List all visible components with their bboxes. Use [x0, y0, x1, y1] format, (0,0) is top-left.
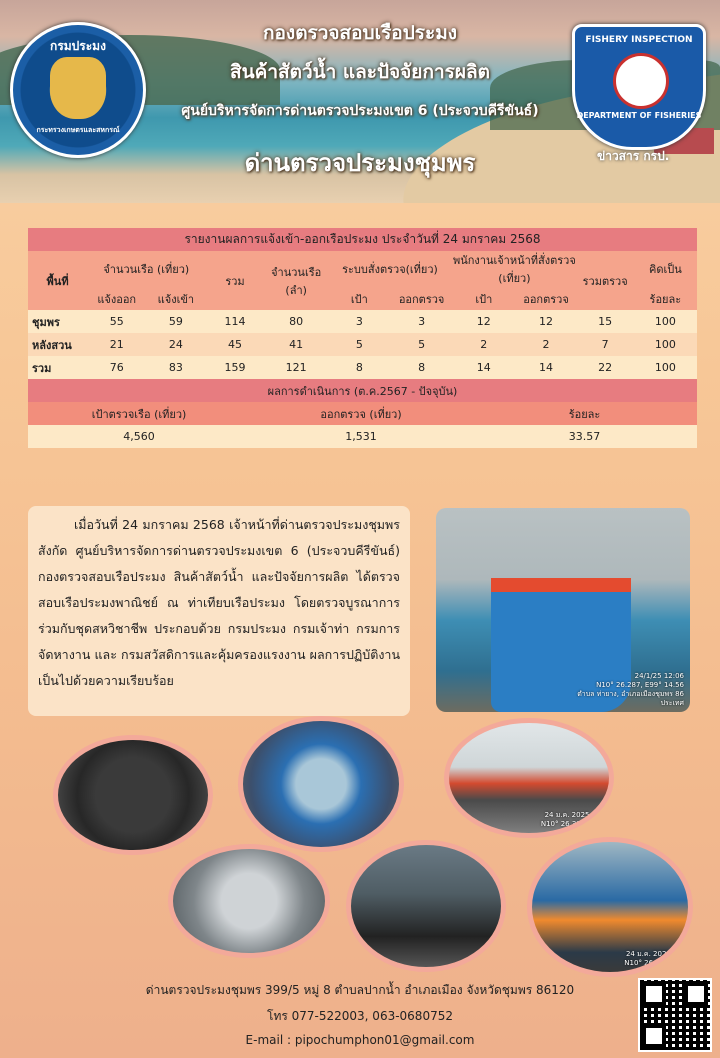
row-total: 114 [205, 310, 264, 333]
row-sum: 22 [577, 356, 634, 379]
seal-top-text: กรมประมง [50, 39, 106, 53]
performance-value-done: 1,531 [250, 425, 472, 448]
header-order-target: เป้า [328, 287, 391, 310]
footer-phone: โทร 077-522003, 063-0680752 [267, 1009, 453, 1023]
header-line-2: สินค้าสัตว์น้ำ และปัจจัยการผลิต [230, 61, 490, 83]
fish-catch-photo [168, 844, 330, 958]
performance-value-pct: 33.57 [472, 425, 697, 448]
qr-corner [642, 1024, 666, 1048]
row-staff-target: 2 [452, 333, 515, 356]
header-staff: พนักงานเจ้าหน้าที่สั่งตรวจ (เที่ยว) [452, 251, 576, 287]
row-order-done: 5 [391, 333, 452, 356]
header-pct: คิดเป็น [634, 251, 697, 287]
row-total: 45 [205, 333, 264, 356]
row-order-target: 5 [328, 333, 391, 356]
badge-bottom-text: DEPARTMENT OF FISHERIES [576, 111, 702, 120]
header-line-4: ด่านตรวจประมงชุมพร [244, 149, 476, 177]
photo-stamp: 24 ม.ค. 2025 11 N10° 26.37, E99 [624, 950, 682, 967]
row-out: 21 [87, 333, 146, 356]
report-table [28, 228, 697, 379]
photo-stamp: 24 ม.ค. 2025 12: N10° 26.399, E99 [540, 811, 603, 828]
performance-title: ผลการดำเนินการ (ต.ค.2567 - ปัจจุบัน) [28, 379, 697, 402]
qr-code-icon[interactable] [638, 978, 712, 1052]
header-area: พื้นที่ [28, 251, 87, 310]
officer-inspection-photo [527, 837, 693, 977]
row-sum: 7 [577, 333, 634, 356]
header-sum: รวมตรวจ [577, 251, 634, 310]
row-order-target: 8 [328, 356, 391, 379]
row-order-target: 3 [328, 310, 391, 333]
row-in: 83 [146, 356, 205, 379]
performance-header-pct: ร้อยละ [472, 402, 697, 425]
header-in: แจ้งเข้า [146, 287, 205, 310]
row-staff-done: 2 [515, 333, 576, 356]
qr-corner [642, 982, 666, 1006]
header-out: แจ้งออก [87, 287, 146, 310]
header-order: ระบบสั่งตรวจ(เที่ยว) [328, 251, 452, 287]
header-line-3: ศูนย์บริหารจัดการด่านตรวจประมงเขต 6 (ประจวบคีรีขันธ์) [181, 103, 539, 119]
header-boats: จำนวนเรือ (ลำ) [265, 251, 328, 310]
header-line-1: กองตรวจสอบเรือประมง [263, 22, 457, 44]
row-pct: 100 [634, 310, 697, 333]
header-banner [0, 0, 720, 203]
header-total: รวม [205, 251, 264, 310]
performance-header-done: ออกตรวจ (เที่ยว) [250, 402, 472, 425]
news-label: ข่าวสาร กรป. [597, 149, 670, 163]
performance-value-target: 4,560 [28, 425, 250, 448]
fishing-boat-photo [436, 508, 690, 712]
row-sum: 15 [577, 310, 634, 333]
news-paragraph: เมื่อวันที่ 24 มกราคม 2568 เจ้าหน้าที่ด่านตรวจประมงชุมพร สังกัด ศูนย์บริหารจัดการด่านตรวจประมงเขต 6 (ประจวบคีรีขันธ์) กองตรวจสอบเรือประมง สินค้าสัตว์น้ำ และปัจจัยการผลิต ได้ตรวจสอบเรือประมงพาณิชย์ ณ ท่าเทียบเรือประมง โดยตรวจบูรณาการร่วมกับชุดสหวิชาชีพ ประกอบด้วย กรมประมง กรมเจ้าท่า กรมการจัดหางาน และ กรมสวัสดิการและคุ้มครองแรงงาน ผลการปฏิบัติงานเป็นไปด้วยความเรียบร้อย [28, 506, 410, 716]
row-order-done: 3 [391, 310, 452, 333]
fish-baskets-photo [238, 716, 404, 852]
row-out: 76 [87, 356, 146, 379]
row-staff-done: 14 [515, 356, 576, 379]
row-area: รวม [28, 356, 87, 379]
badge-top-text: FISHERY INSPECTION [585, 35, 693, 45]
table-row-total [28, 356, 697, 379]
header-trips: จำนวนเรือ (เที่ยว) [87, 251, 205, 287]
row-boats: 121 [265, 356, 328, 379]
crew-group-photo [444, 718, 614, 838]
row-staff-done: 12 [515, 310, 576, 333]
fishing-net-photo [53, 735, 213, 855]
row-area: ชุมพร [28, 310, 87, 333]
table-row [28, 333, 697, 356]
header-staff-done: ออกตรวจ [515, 287, 576, 310]
seal-bottom-text: กระทรวงเกษตรและสหกรณ์ [36, 126, 120, 134]
row-pct: 100 [634, 356, 697, 379]
footer-address: ด่านตรวจประมงชุมพร 399/5 หมู่ 8 ตำบลปากน้ำ อำเภอเมือง จังหวัดชุมพร 86120 [145, 983, 575, 997]
row-in: 59 [146, 310, 205, 333]
row-pct: 100 [634, 333, 697, 356]
performance-header-target: เป้าตรวจเรือ (เที่ยว) [28, 402, 250, 425]
inspection-officers-photo [346, 840, 506, 972]
row-staff-target: 12 [452, 310, 515, 333]
photo-stamp: 24/1/25 12:06 N10° 26.287, E99° 14.56 ตำบล ท่ายาง, อำเภอเมืองชุมพร 86 ประเทศ [577, 672, 684, 707]
row-total: 159 [205, 356, 264, 379]
row-in: 24 [146, 333, 205, 356]
header-pct-unit: ร้อยละ [634, 287, 697, 310]
header-staff-target: เป้า [452, 287, 515, 310]
report-title: รายงานผลการแจ้งเข้า-ออกเรือประมง ประจำวันที่ 24 มกราคม 2568 [28, 228, 697, 251]
row-order-done: 8 [391, 356, 452, 379]
row-area: หลังสวน [28, 333, 87, 356]
row-boats: 80 [265, 310, 328, 333]
row-staff-target: 14 [452, 356, 515, 379]
row-out: 55 [87, 310, 146, 333]
performance-table [28, 379, 697, 448]
table-row [28, 310, 697, 333]
header-order-done: ออกตรวจ [391, 287, 452, 310]
footer-email[interactable]: E-mail : pipochumphon01@gmail.com [245, 1033, 475, 1047]
report-table-section [28, 228, 697, 448]
row-boats: 41 [265, 333, 328, 356]
qr-corner [684, 982, 708, 1006]
